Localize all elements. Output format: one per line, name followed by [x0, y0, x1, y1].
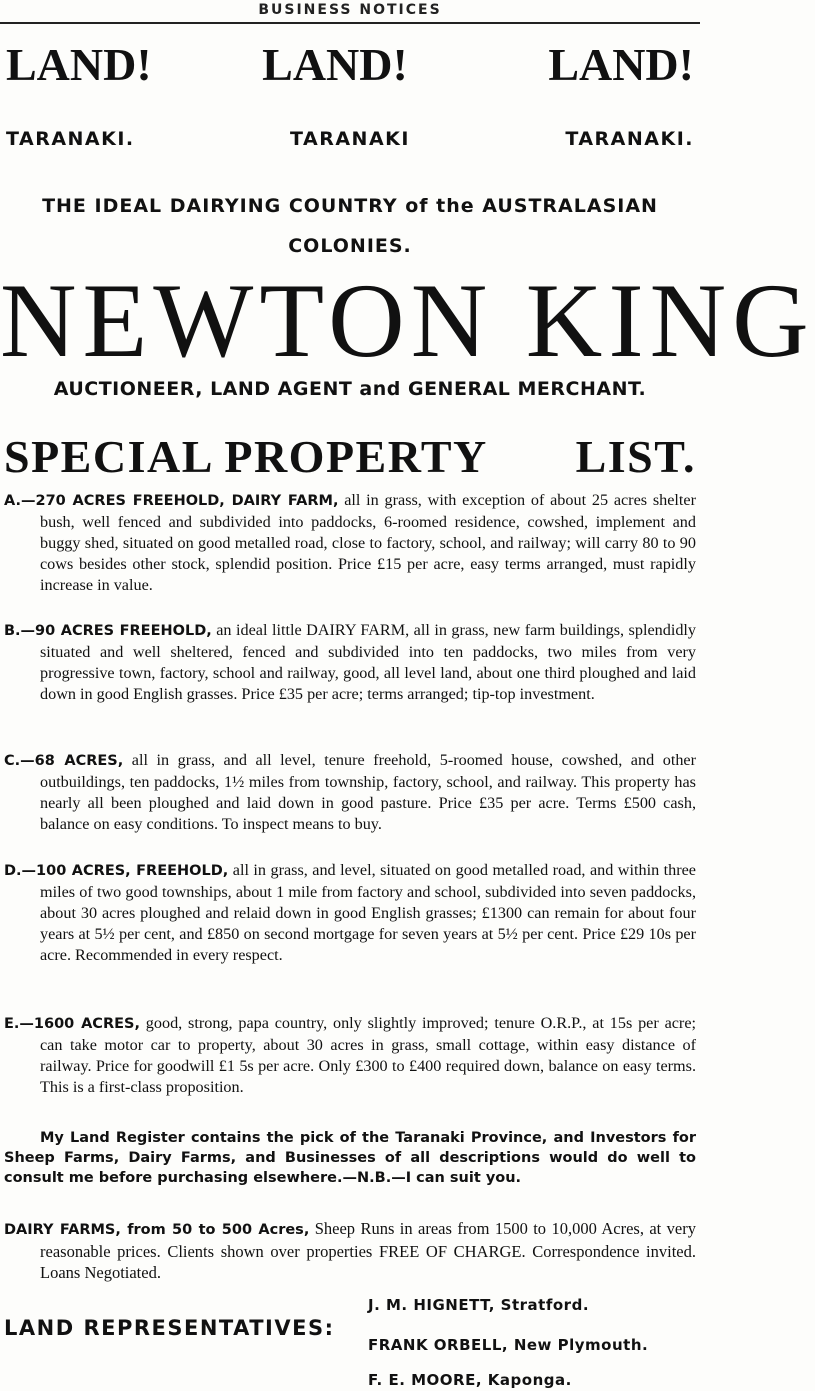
dairy-text: Sheep Runs in areas from 1500 to 10,000 Acres, at very reasonable prices. Clients shown over properties FREE OF CHARGE. Correspondence invited. Loans Negotiated. [40, 1219, 696, 1282]
listing-text: good, strong, papa country, only slightly improved; tenure O.R.P., at 15s per acre; can take motor car to property, about 30 acres in grass, small cottage, within easy distance of railway. Price for goodwill £1 5s per acre. Only £300 to £400 required down, balance on easy terms. This is a first-class proposition. [40, 1014, 697, 1096]
representative-1: J. M. HIGNETT, Stratford. [368, 1296, 590, 1314]
listing-label: C.—68 ACRES, [4, 753, 124, 769]
land-word-2: LAND! [262, 39, 408, 90]
listing-b [4, 620, 696, 705]
listing-d [4, 860, 696, 966]
taranaki-word-2: TARANAKI [290, 128, 410, 150]
list-title [4, 430, 696, 483]
advertiser-name: NEWTON KING [0, 262, 815, 379]
listing-label: B.—90 ACRES FREEHOLD, [4, 623, 212, 639]
land-register-notice: My Land Register contains the pick of the Taranaki Province, and Investors for Sheep Farms, Dairy Farms, and Businesses of all descriptions would do well to consult me before purchasing elsewhere.—N.B.—I can suit you. [4, 1130, 696, 1186]
section-heading: BUSINESS NOTICES [258, 2, 442, 18]
listing-text: an ideal little DAIRY FARM, all in grass, new farm buildings, splendidly situated and well sheltered, fenced and subdivided into ten paddocks, two miles from very progressive town, factory, school and railway, good, all level land, about one third ploughed and laid down in good English grasses. Price £35 per acre; terms arranged; tip-top investment. [40, 621, 696, 703]
list-title-left: SPECIAL PROPERTY [4, 431, 488, 482]
taranaki-word-3: TARANAKI. [565, 128, 694, 150]
tagline: THE IDEAL DAIRYING COUNTRY of the AUSTRALASIAN COLONIES. [42, 195, 658, 257]
listing-e [4, 1013, 696, 1098]
dairy-farms-notice [4, 1218, 696, 1283]
listing-label: D.—100 ACRES, FREEHOLD, [4, 863, 229, 879]
taranaki-word-1: TARANAKI. [6, 128, 135, 150]
listing-label: A.—270 ACRES FREEHOLD, DAIRY FARM, [4, 493, 339, 509]
dairy-label: DAIRY FARMS, from 50 to 500 Acres, [4, 1222, 310, 1238]
land-row [0, 38, 700, 91]
land-word-1: LAND! [6, 39, 152, 90]
listing-a [4, 490, 696, 596]
listing-c [4, 750, 696, 835]
representative-2: FRANK ORBELL, New Plymouth. [368, 1336, 649, 1354]
taranaki-row [0, 128, 700, 150]
land-word-3: LAND! [548, 39, 694, 90]
representatives-title: LAND REPRESENTATIVES: [4, 1316, 335, 1340]
listing-text: all in grass, and level, situated on good metalled road, and within three miles of two good townships, about 1 mile from factory and school, subdivided into seven paddocks, about 30 acres ploughed and relaid down in good English grasses; £1300 can remain for about four years at 5½ per cent, and £850 on second mortgage for seven years at 5½ per cent. Price £29 10s per acre. Recommended in every respect. [40, 861, 696, 964]
trade-description: AUCTIONEER, LAND AGENT and GENERAL MERCHANT. [53, 378, 647, 400]
listing-text: all in grass, with exception of about 25 acres shelter bush, well fenced and subdivided into paddocks, 6-roomed residence, cowshed, implement and buggy shed, situated on good metalled road, close to factory, school, and railway; will carry 80 to 90 cows besides other stock, splendid position. Price £15 per acre, easy terms arranged, must rapidly increase in value. [40, 491, 696, 594]
list-title-right: LIST. [575, 431, 696, 482]
header-rule [0, 22, 700, 24]
listing-label: E.—1600 ACRES, [4, 1016, 140, 1032]
representative-3: F. E. MOORE, Kaponga. [368, 1371, 572, 1389]
listing-text: all in grass, and all level, tenure freehold, 5-roomed house, cowshed, and other outbuildings, ten paddocks, 1½ miles from township, factory, school, and railway. This property has nearly all been ploughed and laid down in good pasture. Price £35 per acre. Terms £500 cash, balance on easy conditions. To inspect means to buy. [40, 751, 696, 833]
